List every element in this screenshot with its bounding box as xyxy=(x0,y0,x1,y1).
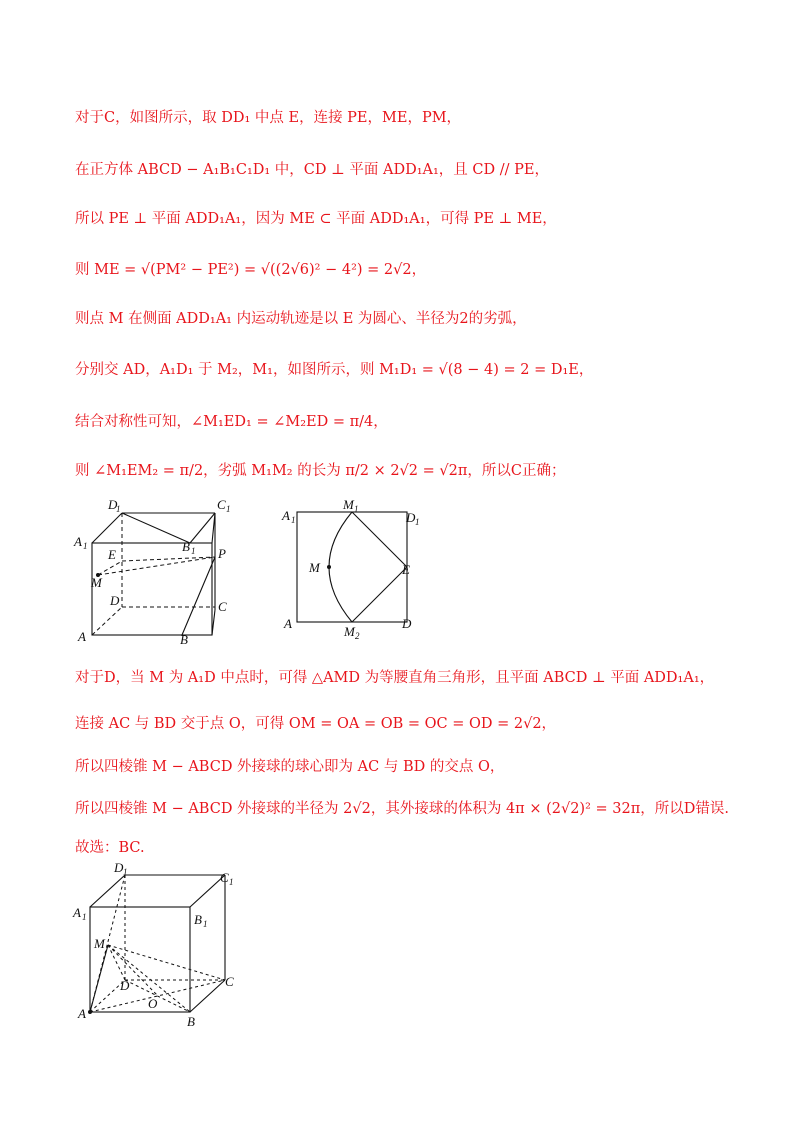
label-p: P xyxy=(218,546,226,561)
line-arc-intersections: 分别交 AD，A₁D₁ 于 M₂，M₁，如图所示，则 M₁D₁ = √(8 − 4) = 2 = D₁E， xyxy=(75,362,594,378)
label-b1: B xyxy=(182,539,190,554)
label-d1-face: D xyxy=(406,510,416,525)
label-b: B xyxy=(180,632,188,645)
line-d-intro: 对于D，当 M 为 A₁D 中点时，可得 △AMD 为等腰直角三角形，且平面 ABCD ⊥ 平面 ADD₁A₁， xyxy=(75,670,715,686)
label-b-pyr: B xyxy=(187,1014,195,1029)
svg-text:1: 1 xyxy=(82,912,87,922)
svg-text:1: 1 xyxy=(354,504,359,514)
label-d-face: D xyxy=(402,616,412,631)
label-d1-pyr: D xyxy=(114,860,124,875)
figure-cube-pem xyxy=(70,495,240,645)
label-m2: M xyxy=(344,624,355,639)
label-c-pyr: C xyxy=(225,974,234,989)
line-arc-length: 则 ∠M₁EM₂ = π/2，劣弧 M₁M₂ 的长为 π/2 × 2√2 = √2π，所以C正确； xyxy=(75,463,566,479)
label-c: C xyxy=(218,599,227,614)
svg-text:1: 1 xyxy=(203,919,208,929)
line-c-intro: 对于C，如图所示，取 DD₁ 中点 E，连接 PE，ME，PM， xyxy=(75,110,462,126)
line-symmetry-angle: 结合对称性可知，∠M₁ED₁ = ∠M₂ED = π/4， xyxy=(75,414,388,430)
label-d-pyr: D xyxy=(120,978,130,993)
svg-text:1: 1 xyxy=(291,515,296,525)
line-answer: 故选：BC. xyxy=(75,840,145,856)
figure-face-arc xyxy=(280,500,430,645)
label-m-face: M xyxy=(309,560,320,575)
line-sphere-volume: 所以四棱锥 M − ABCD 外接球的半径为 2√2，其外接球的体积为 4π × (2√2)² = 32π，所以D错误. xyxy=(75,801,729,817)
label-a-pyr: A xyxy=(78,1006,86,1021)
svg-text:1: 1 xyxy=(229,877,234,887)
line-cube-cd-perp: 在正方体 ABCD − A₁B₁C₁D₁ 中，CD ⊥ 平面 ADD₁A₁，且 CD // PE， xyxy=(75,162,549,178)
label-d1: D xyxy=(108,497,118,512)
label-a1-face: A xyxy=(282,508,290,523)
line-pe-perp-me: 所以 PE ⊥ 平面 ADD₁A₁，因为 ME ⊂ 平面 ADD₁A₁，可得 PE ⊥ ME， xyxy=(75,211,557,227)
label-m1: M xyxy=(343,500,354,512)
svg-text:1: 1 xyxy=(116,504,121,514)
label-d: D xyxy=(110,593,120,608)
label-b1-pyr: B xyxy=(194,912,202,927)
line-me-value: 则 ME = √(PM² − PE²) = √((2√6)² − 4²) = 2√2， xyxy=(75,262,427,278)
label-e: E xyxy=(108,547,116,562)
figure-pyramid xyxy=(70,860,245,1030)
svg-text:1: 1 xyxy=(123,867,128,877)
label-a1-pyr: A xyxy=(73,905,81,920)
cube-front-face-3 xyxy=(90,907,190,1012)
point-m-face xyxy=(327,565,331,569)
svg-text:1: 1 xyxy=(415,517,420,527)
label-e-face: E xyxy=(402,562,410,577)
svg-text:1: 1 xyxy=(226,504,231,514)
label-m-pyr: M xyxy=(94,936,105,951)
label-c1-pyr: C xyxy=(220,870,229,885)
svg-text:1: 1 xyxy=(83,541,88,551)
line-sphere-center: 所以四棱锥 M − ABCD 外接球的球心即为 AC 与 BD 的交点 O， xyxy=(75,759,505,775)
label-a-face: A xyxy=(284,616,292,631)
label-o: O xyxy=(148,996,158,1011)
label-a1: A xyxy=(74,534,82,549)
label-m: M xyxy=(91,575,102,590)
line-arc-locus: 则点 M 在侧面 ADD₁A₁ 内运动轨迹是以 E 为圆心、半径为2的劣弧， xyxy=(75,311,527,327)
svg-text:1: 1 xyxy=(191,546,196,556)
line-o-distances: 连接 AC 与 BD 交于点 O，可得 OM = OA = OB = OC = OD = 2√2， xyxy=(75,716,557,732)
label-a: A xyxy=(78,629,86,644)
arc-m1m2 xyxy=(329,512,352,622)
svg-text:2: 2 xyxy=(355,631,360,641)
label-c1: C xyxy=(217,497,226,512)
